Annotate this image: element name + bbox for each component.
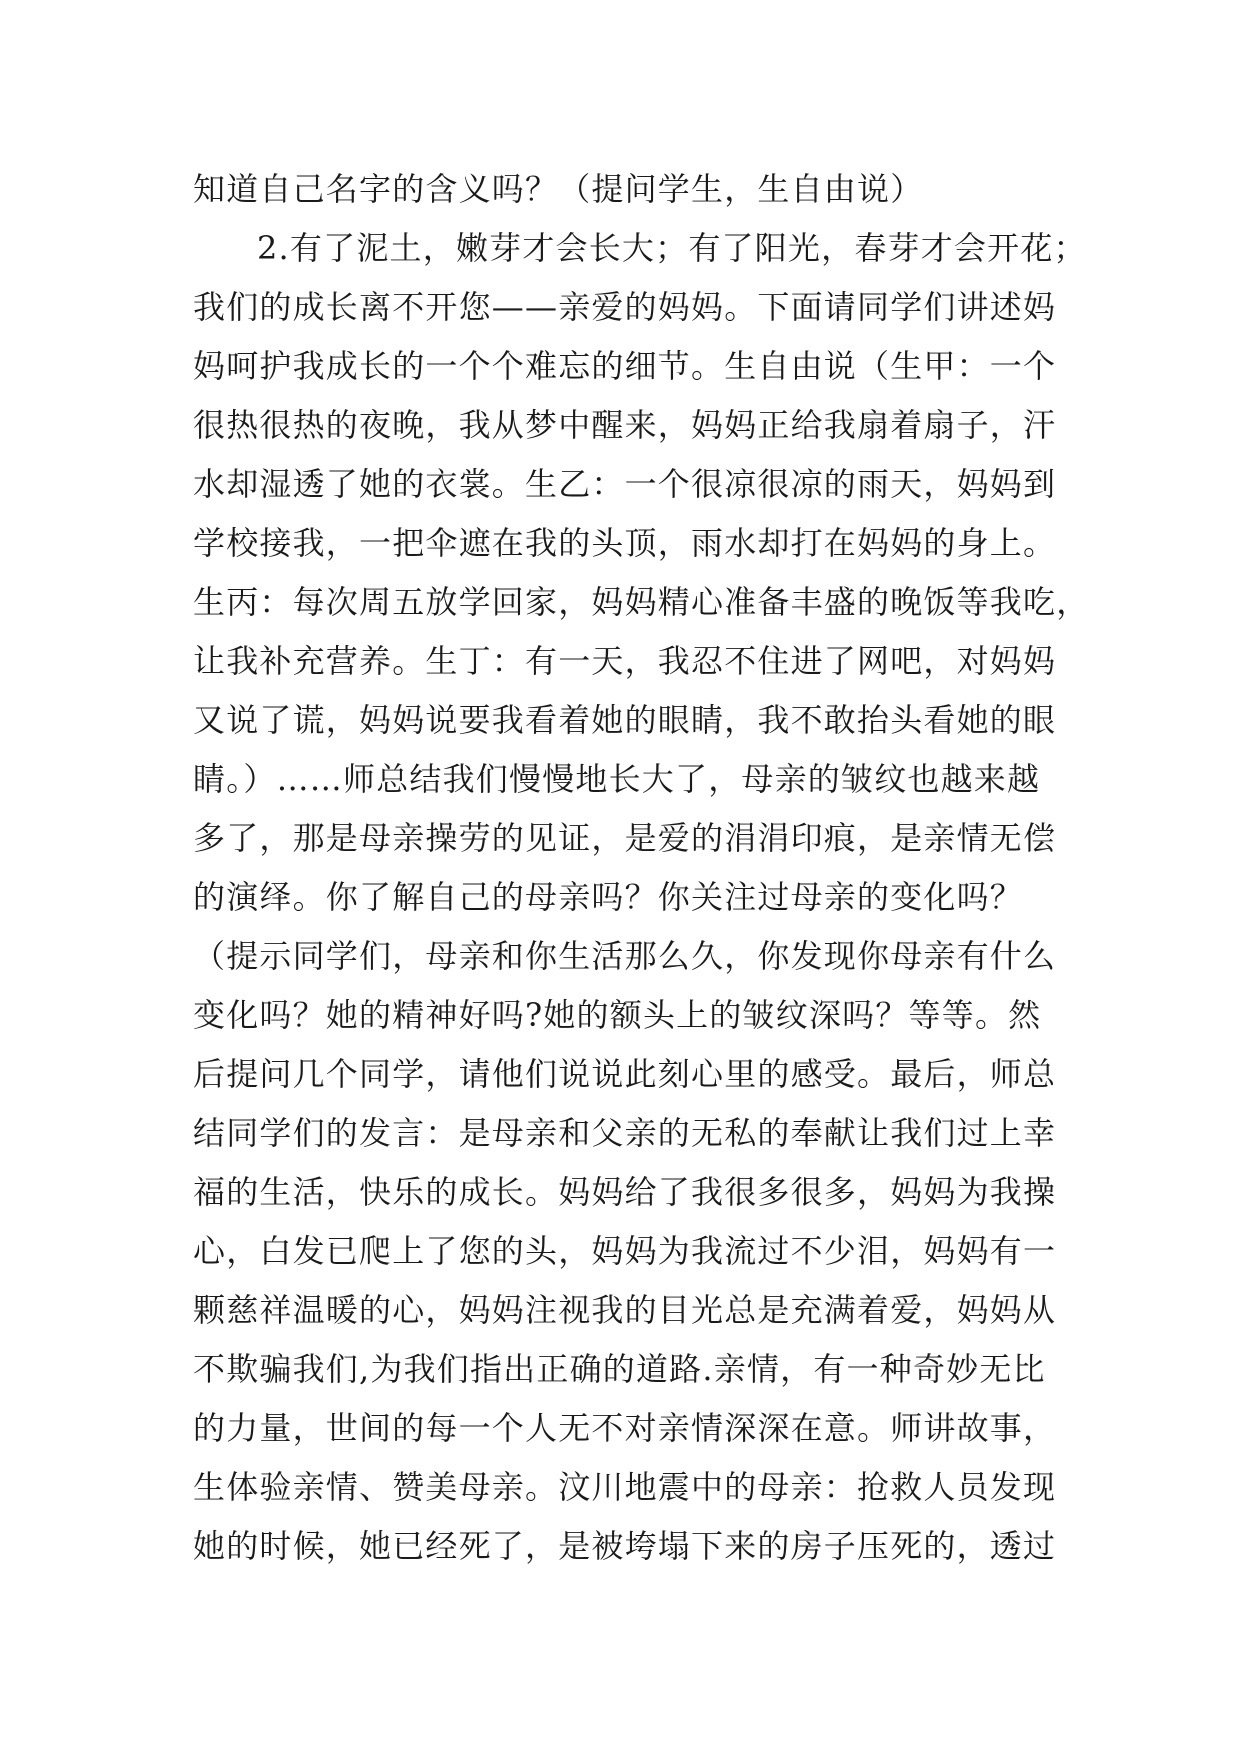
body-text xyxy=(193,160,1093,1576)
text-line: 多了，那是母亲操劳的见证，是爱的涓涓印痕，是亲情无偿 xyxy=(193,819,1057,857)
text-line: 不欺骗我们,为我们指出正确的道路.亲情，有一种奇妙无比 xyxy=(193,1350,1046,1388)
text-line: 福的生活，快乐的成长。妈妈给了我很多很多，妈妈为我操 xyxy=(193,1173,1057,1211)
text-line: 她的时候，她已经死了，是被垮塌下来的房子压死的，透过 xyxy=(193,1527,1057,1565)
text-line: 学校接我，一把伞遮在我的头顶，雨水却打在妈妈的身上。 xyxy=(193,524,1057,562)
text-line: 心，白发已爬上了您的头，妈妈为我流过不少泪，妈妈有一 xyxy=(193,1232,1057,1270)
text-line: 的演绎。你了解自己的母亲吗？你关注过母亲的变化吗？ xyxy=(193,878,1024,916)
text-line: 水却湿透了她的衣裳。生乙：一个很凉很凉的雨天，妈妈到 xyxy=(193,465,1057,503)
text-line: （提示同学们，母亲和你生活那么久，你发现你母亲有什么 xyxy=(193,937,1057,975)
text-line: 变化吗？她的精神好吗?她的额头上的皱纹深吗？等等。然 xyxy=(193,996,1042,1034)
text-line: 让我补充营养。生丁：有一天，我忍不住进了网吧，对妈妈 xyxy=(193,642,1057,680)
text-line: 生丙：每次周五放学回家，妈妈精心准备丰盛的晚饭等我吃， xyxy=(193,583,1090,621)
text-line: 知道自己名字的含义吗？（提问学生，生自由说） xyxy=(193,170,924,208)
text-line: 颗慈祥温暖的心，妈妈注视我的目光总是充满着爱，妈妈从 xyxy=(193,1291,1057,1329)
text-line: 又说了谎，妈妈说要我看着她的眼睛，我不敢抬头看她的眼 xyxy=(193,701,1057,739)
text-line: 结同学们的发言：是母亲和父亲的无私的奉献让我们过上幸 xyxy=(193,1114,1057,1152)
text-line: 妈呵护我成长的一个个难忘的细节。生自由说（生甲：一个 xyxy=(193,347,1057,385)
text-line: 2.有了泥土，嫩芽才会长大；有了阳光，春芽才会开花； xyxy=(257,229,1087,267)
text-line: 后提问几个同学，请他们说说此刻心里的感受。最后，师总 xyxy=(193,1055,1057,1093)
text-line: 睛。）……师总结我们慢慢地长大了，母亲的皱纹也越来越 xyxy=(193,760,1041,798)
text-line: 的力量，世间的每一个人无不对亲情深深在意。师讲故事， xyxy=(193,1409,1057,1447)
text-line: 生体验亲情、赞美母亲。汶川地震中的母亲：抢救人员发现 xyxy=(193,1468,1057,1506)
text-line: 很热很热的夜晚，我从梦中醒来，妈妈正给我扇着扇子，汗 xyxy=(193,406,1057,444)
text-line: 我们的成长离不开您——亲爱的妈妈。下面请同学们讲述妈 xyxy=(193,288,1057,326)
